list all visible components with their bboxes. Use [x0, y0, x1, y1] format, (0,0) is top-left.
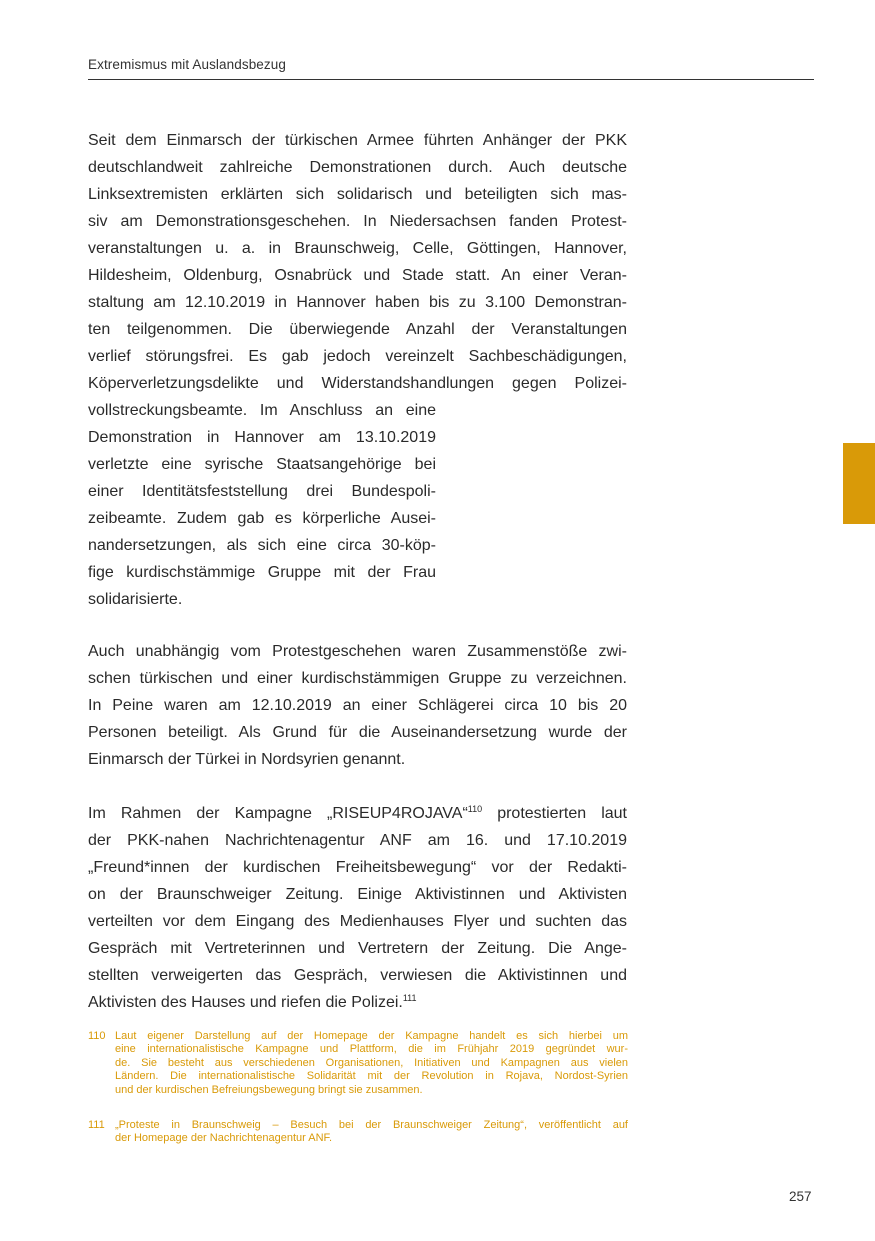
text-line: „Freund*innen der kurdischen Freiheitsbewegung“ vor der Redakti- — [88, 859, 627, 876]
text-line: Auch unabhängig vom Protestgeschehen waren Zusammenstöße zwi- — [88, 643, 627, 660]
text-line: nandersetzungen, als sich eine circa 30-köp- — [88, 537, 436, 554]
text-line: der PKK-nahen Nachrichtenagentur ANF am 16. und 17.10.2019 — [88, 832, 627, 849]
text-line: schen türkischen und einer kurdischstämmigen Gruppe zu verzeichnen. — [88, 670, 627, 687]
footnote-line: und der kurdischen Befreiungsbewegung bringt sie zusammen. — [115, 1083, 423, 1096]
text-line: Demonstration in Hannover am 13.10.2019 — [88, 429, 436, 446]
footnote-number: 111 — [88, 1119, 105, 1131]
chapter-side-tab — [843, 443, 875, 524]
header-divider — [88, 79, 814, 80]
page-number: 257 — [789, 1189, 812, 1204]
text-line: In Peine waren am 12.10.2019 an einer Schlägerei circa 10 bis 20 — [88, 697, 627, 714]
text-line: veranstaltungen u. a. in Braunschweig, Celle, Göttingen, Hannover, — [88, 240, 627, 257]
footnote-line: de. Sie besteht aus verschiedenen Organisationen, Initiativen und Kampagnen aus vielen — [115, 1056, 628, 1069]
text-line: vollstreckungsbeamte. Im Anschluss an eine — [88, 402, 436, 419]
text-line: verlief störungsfrei. Es gab jedoch vereinzelt Sachbeschädigungen, — [88, 348, 627, 365]
footnote-ref-111[interactable]: 111 — [402, 993, 417, 1003]
text-line: staltung am 12.10.2019 in Hannover haben bis zu 3.100 Demonstran- — [88, 294, 627, 311]
text-segment: Aktivisten des Hauses und riefen die Polizei. — [88, 994, 403, 1011]
text-line: solidarisierte. — [88, 591, 183, 608]
text-line — [88, 800, 627, 827]
text-line: Seit dem Einmarsch der türkischen Armee führten Anhänger der PKK — [88, 132, 627, 149]
footnote-line: Ländern. Die internationalistische Solidarität mit der Revolution in Rojava, Nordost-Syrien — [115, 1070, 628, 1083]
footnote-number: 110 — [88, 1030, 106, 1042]
text-line — [88, 989, 627, 1016]
text-line: verteilten vor dem Eingang des Medienhauses Flyer und suchten das — [88, 913, 627, 930]
text-line: Personen beteiligt. Als Grund für die Auseinandersetzung wurde der — [88, 724, 627, 741]
text-line: deutschlandweit zahlreiche Demonstrationen durch. Auch deutsche — [88, 159, 627, 176]
text-line: fige kurdischstämmige Gruppe mit der Frau — [88, 564, 436, 581]
running-header: Extremismus mit Auslandsbezug — [88, 57, 286, 72]
text-line: Gespräch mit Vertreterinnen und Vertretern der Zeitung. Die Ange- — [88, 940, 627, 957]
text-line: Hildesheim, Oldenburg, Osnabrück und Stade statt. An einer Veran- — [88, 267, 627, 284]
footnote-line: „Proteste in Braunschweig – Besuch bei der Braunschweiger Zeitung“, veröffentlicht auf — [115, 1119, 628, 1131]
text-line: Köperverletzungsdelikte und Widerstandshandlungen gegen Polizei- — [88, 375, 627, 392]
footnote-line: eine internationalistische Kampagne und Plattform, die im Frühjahr 2019 gegründet wur- — [115, 1043, 628, 1056]
text-line: ten teilgenommen. Die überwiegende Anzahl der Veranstaltungen — [88, 321, 627, 338]
paragraph-2 — [88, 638, 627, 773]
text-segment: protestierten laut — [482, 805, 627, 822]
footnote-ref-110[interactable]: 110 — [467, 804, 483, 814]
text-line: einer Identitätsfeststellung drei Bundespoli- — [88, 483, 436, 500]
footnote-line: der Homepage der Nachrichtenagentur ANF. — [115, 1132, 333, 1145]
text-line: on der Braunschweiger Zeitung. Einige Aktivistinnen und Aktivisten — [88, 886, 627, 903]
text-line: Linksextremisten erklärten sich solidarisch und beteiligten sich mas- — [88, 186, 627, 203]
paragraph-3 — [88, 800, 627, 1016]
text-line: verletzte eine syrische Staatsangehörige bei — [88, 456, 436, 473]
text-line: Einmarsch der Türkei in Nordsyrien genannt. — [88, 751, 406, 768]
paragraph-1 — [88, 127, 627, 613]
footnote-110 — [88, 1030, 628, 1097]
text-segment: Im Rahmen der Kampagne „RISEUP4ROJAVA“ — [88, 805, 468, 822]
footnote-111 — [88, 1119, 628, 1146]
text-line: siv am Demonstrationsgeschehen. In Niedersachsen fanden Protest- — [88, 213, 627, 230]
footnote-line: Laut eigener Darstellung auf der Homepage der Kampagne handelt es sich hierbei um — [115, 1030, 628, 1042]
text-line: stellten verweigerten das Gespräch, verwiesen die Aktivistinnen und — [88, 967, 627, 984]
text-line: zeibeamte. Zudem gab es körperliche Ausei- — [88, 510, 436, 527]
